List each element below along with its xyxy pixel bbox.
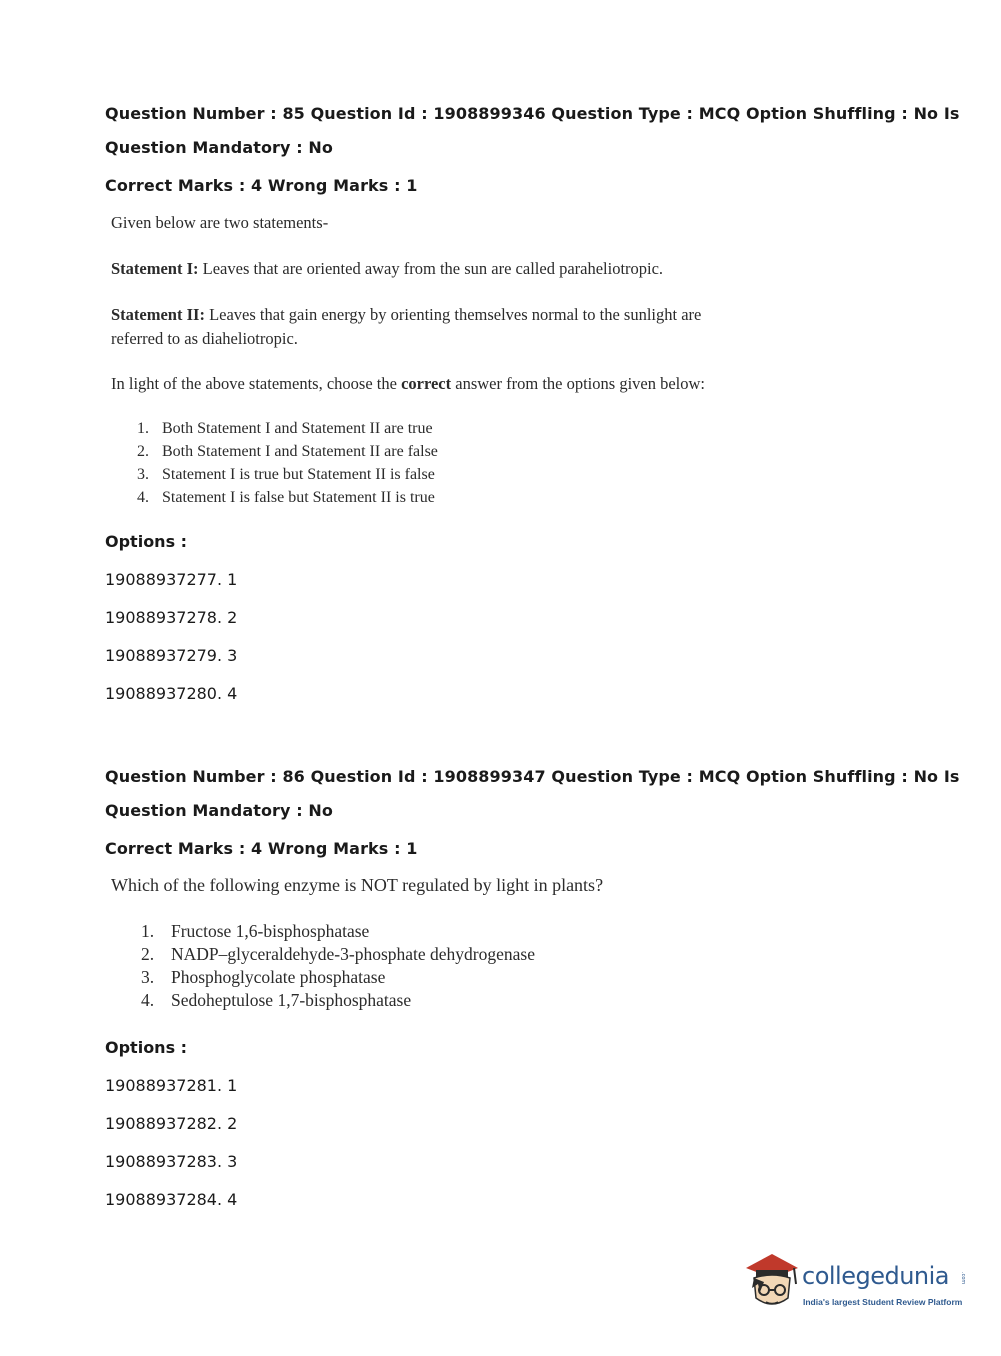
q85-choice-num: 3. — [137, 466, 149, 483]
q85-instruction-bold: correct — [401, 374, 452, 393]
q85-option: 19088937278. 2 — [105, 608, 238, 627]
q86-option: 19088937282. 2 — [105, 1114, 238, 1133]
q85-choice — [137, 466, 435, 484]
q86-header-line1: Question Number : 86 Question Id : 1908899347 Question Type : MCQ Option Shuffling : No Is — [105, 767, 960, 786]
q85-instruction-pre: In light of the above statements, choose the — [111, 374, 402, 393]
q85-choice-text: Statement I is false but Statement II is true — [162, 489, 435, 506]
q85-statement-1-label: Statement I: — [111, 259, 199, 278]
q85-statement-1 — [111, 259, 663, 279]
collegedunia-logo — [742, 1248, 972, 1318]
q85-instruction — [111, 374, 705, 394]
q86-options-label: Options : — [105, 1038, 188, 1057]
q86-option: 19088937281. 1 — [105, 1076, 238, 1095]
q86-choice-text: Fructose 1,6-bisphosphatase — [171, 921, 370, 941]
q85-choice — [137, 443, 438, 461]
q85-options-label: Options : — [105, 532, 188, 551]
q85-statement-1-text: Leaves that are oriented away from the sun are called paraheliotropic. — [198, 259, 664, 278]
q85-option: 19088937279. 3 — [105, 646, 238, 665]
q86-marks: Correct Marks : 4 Wrong Marks : 1 — [105, 839, 418, 858]
q85-choice-num: 4. — [137, 489, 149, 506]
q86-choice — [141, 990, 411, 1011]
q85-choice-text: Statement I is true but Statement II is false — [162, 466, 435, 483]
mascot-icon — [742, 1248, 802, 1318]
q86-option: 19088937283. 3 — [105, 1152, 238, 1171]
q85-statement-2 — [111, 305, 701, 325]
q86-choice — [141, 921, 369, 942]
q85-option: 19088937280. 4 — [105, 684, 238, 703]
q86-choice-num: 2. — [141, 944, 155, 964]
q85-statement-2-text: Leaves that gain energy by orienting themselves normal to the sunlight are — [204, 305, 702, 324]
q85-choice-num: 1. — [137, 420, 149, 437]
logo-name: collegedunia — [802, 1262, 950, 1290]
q86-choice-text: Phosphoglycolate phosphatase — [171, 967, 386, 987]
q86-choice-num: 3. — [141, 967, 155, 987]
q85-choice — [137, 489, 435, 507]
q86-question: Which of the following enzyme is NOT regulated by light in plants? — [111, 875, 604, 895]
q86-choice-num: 4. — [141, 990, 155, 1010]
q86-option: 19088937284. 4 — [105, 1190, 238, 1209]
q85-intro: Given below are two statements- — [111, 213, 329, 232]
q85-header-line2: Question Mandatory : No — [105, 138, 333, 157]
q85-choice-num: 2. — [137, 443, 149, 460]
q85-choice-text: Both Statement I and Statement II are true — [162, 420, 433, 437]
q86-choice — [141, 967, 385, 988]
q85-statement-2-cont: referred to as diaheliotropic. — [111, 329, 298, 348]
q85-marks: Correct Marks : 4 Wrong Marks : 1 — [105, 176, 418, 195]
q85-choice — [137, 420, 433, 438]
q86-choice-num: 1. — [141, 921, 155, 941]
q86-header-line2: Question Mandatory : No — [105, 801, 333, 820]
logo-suffix: .com — [960, 1272, 966, 1285]
q86-choice-text: Sedoheptulose 1,7-bisphosphatase — [171, 990, 412, 1010]
q85-instruction-post: answer from the options given below: — [451, 374, 706, 393]
q85-option: 19088937277. 1 — [105, 570, 238, 589]
logo-tagline: India's largest Student Review Platform — [803, 1297, 963, 1307]
q85-statement-2-label: Statement II: — [111, 305, 205, 324]
q86-choice — [141, 944, 535, 965]
q85-choice-text: Both Statement I and Statement II are false — [162, 443, 438, 460]
q86-choice-text: NADP–glyceraldehyde-3-phosphate dehydrogenase — [171, 944, 535, 964]
q85-header-line1: Question Number : 85 Question Id : 1908899346 Question Type : MCQ Option Shuffling : No Is — [105, 104, 960, 123]
